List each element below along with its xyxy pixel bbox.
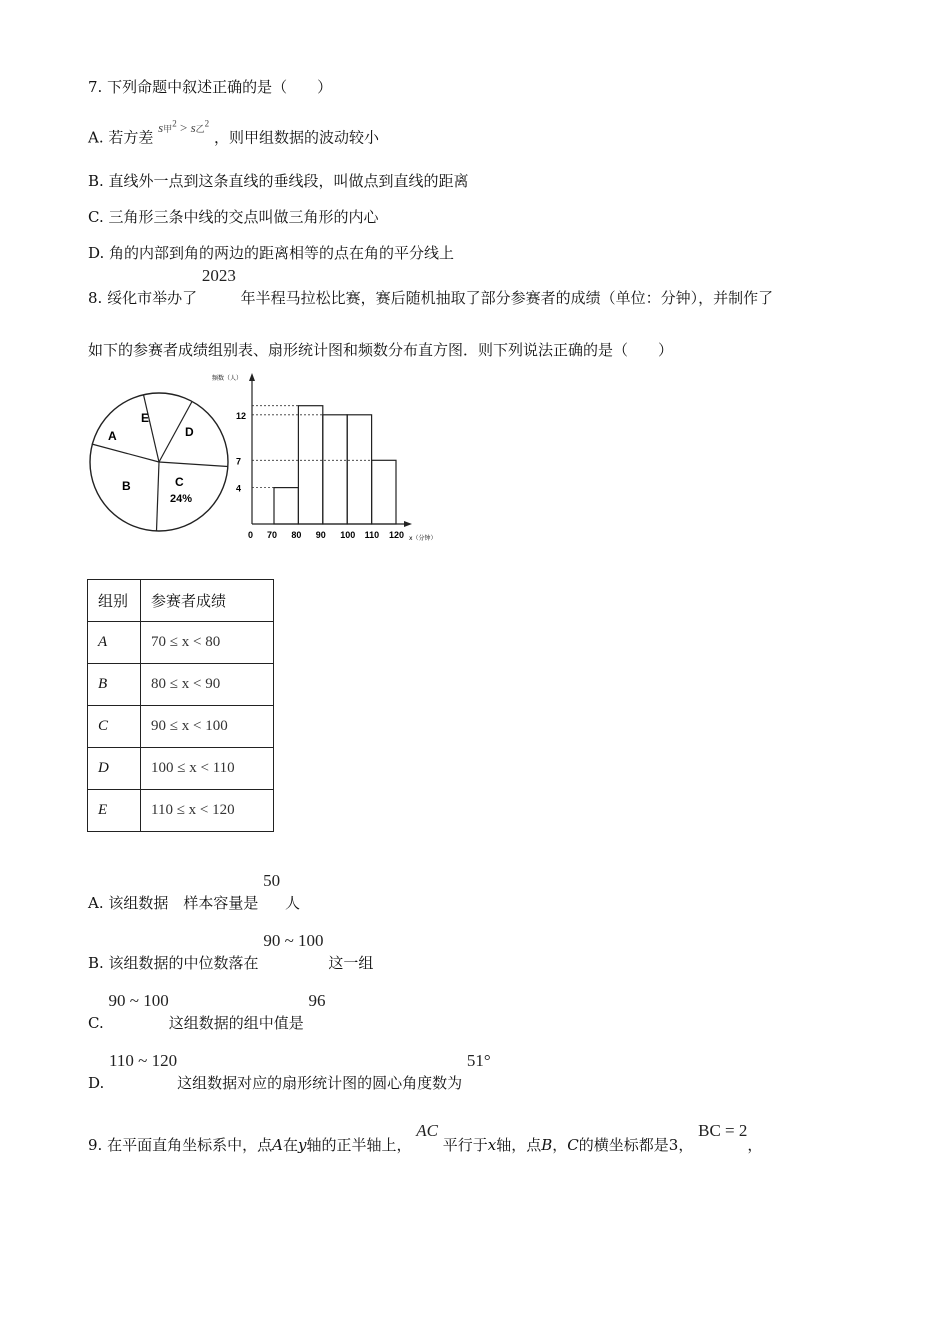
- table-cell-range: 110 ≤ x < 120: [141, 790, 274, 832]
- q7-a-formula: s甲$^2$ > s乙$^2$: [158, 119, 210, 136]
- q8-c-pre: C.: [88, 1014, 104, 1032]
- q7-a-label: A. 若方差: [88, 128, 154, 147]
- x-tick-label: 0: [248, 530, 254, 540]
- q9-text: ，: [552, 1136, 568, 1154]
- pie-divider: [144, 395, 160, 462]
- x-tick-label: 90: [315, 530, 326, 540]
- q8-stem-line1: [88, 266, 774, 308]
- histogram: [212, 373, 437, 542]
- pie-label-c: C: [175, 475, 184, 489]
- table-cell-group: C: [88, 706, 141, 748]
- q8-stem-pre: 8. 绥化市举办了: [88, 289, 198, 307]
- histogram-bar: [347, 415, 371, 524]
- q8-option-c: [88, 991, 326, 1033]
- q8-a-pre: A. 该组数据 样本容量是: [88, 894, 259, 912]
- x-axis-arrow: [404, 521, 412, 527]
- q8-option-d: [88, 1051, 491, 1093]
- q9-text: 轴的正半轴上，: [306, 1136, 412, 1154]
- q8-b-post: 这一组: [328, 954, 374, 972]
- q8-d-math: 110 ~ 120: [109, 1051, 178, 1070]
- q9-y: y: [297, 1136, 307, 1154]
- table-header-group: 组别: [88, 580, 141, 622]
- q8-a-num: 50: [263, 871, 281, 890]
- x-tick-label: 70: [267, 530, 278, 540]
- pie-label-b: B: [122, 479, 131, 493]
- histogram-bar: [298, 406, 322, 524]
- q7-a-rest: ，则甲组数据的波动较小: [213, 128, 379, 147]
- table-cell-group: B: [88, 664, 141, 706]
- table-cell-group: A: [88, 622, 141, 664]
- q9-stem: [88, 1121, 763, 1155]
- q9-text: 轴，点: [496, 1136, 542, 1154]
- table-cell-range: 90 ≤ x < 100: [141, 706, 274, 748]
- grade-group-table: [87, 579, 274, 832]
- table-cell-range: 70 ≤ x < 80: [141, 622, 274, 664]
- table-row: [88, 622, 274, 664]
- q8-option-a: [88, 871, 300, 913]
- q9-text: 9. 在平面直角坐标系中，点: [88, 1136, 273, 1154]
- table-cell-group: E: [88, 790, 141, 832]
- q8-b-pre: B. 该组数据的中位数落在: [88, 954, 259, 972]
- y-tick-label: 12: [236, 410, 247, 421]
- q9-text: 平行于: [442, 1136, 488, 1154]
- q8-stem-line2: 如下的参赛者成绩组别表、扇形统计图和频数分布直方图．则下列说法正确的是（ ）: [88, 341, 674, 359]
- q7-stem: 7. 下列命题中叙述正确的是（ ）: [88, 78, 333, 96]
- pie-label-e: E: [141, 411, 150, 425]
- table-header-score: 参赛者成绩: [141, 580, 274, 622]
- q8-d-mid: 这组数据对应的扇形统计图的圆心角度数为: [177, 1074, 463, 1092]
- q9-x: x: [487, 1136, 497, 1154]
- pie-divider: [159, 462, 228, 467]
- x-tick-label: 100: [340, 530, 356, 540]
- q8-d-num: 51°: [466, 1051, 491, 1070]
- q8-c-math: 90 ~ 100: [108, 991, 169, 1010]
- q8-d-pre: D.: [88, 1074, 105, 1092]
- x-tick-label: 80: [291, 530, 302, 540]
- histogram-bar: [323, 415, 347, 524]
- q8-b-math: 90 ~ 100: [263, 931, 324, 950]
- q9-bc: BC = 2: [698, 1121, 748, 1140]
- q7-option-a: [88, 119, 379, 149]
- pie-divider: [92, 444, 159, 462]
- q9-text: 在: [282, 1136, 298, 1154]
- q7-option-c: C. 三角形三条中线的交点叫做三角形的内心: [88, 208, 379, 226]
- pie-divider: [157, 462, 160, 531]
- q8-stem-post: 年半程马拉松比赛，赛后随机抽取了部分参赛者的成绩（单位：分钟），并制作了: [240, 289, 774, 307]
- y-tick-label: 7: [236, 456, 242, 467]
- q9-ac: AC: [416, 1121, 438, 1140]
- q9-point-b: B: [541, 1136, 553, 1154]
- histogram-bar: [372, 460, 396, 524]
- q9-text: 的横坐标都是3，: [578, 1136, 694, 1154]
- table-header-row: [88, 580, 274, 622]
- pie-chart: [90, 393, 228, 531]
- table-row: [88, 748, 274, 790]
- x-axis-label: x（分钟）: [409, 535, 437, 542]
- table-cell-group: D: [88, 748, 141, 790]
- histogram-bar: [274, 488, 298, 524]
- x-tick-label: 110: [364, 530, 380, 540]
- q8-option-b: [88, 931, 374, 973]
- table-row: [88, 790, 274, 832]
- q7-option-b: B. 直线外一点到这条直线的垂线段，叫做点到直线的距离: [88, 172, 469, 190]
- q9-text: ，: [747, 1136, 763, 1154]
- x-tick-label: 120: [389, 530, 405, 540]
- table-cell-range: 100 ≤ x < 110: [141, 748, 274, 790]
- q9-point-a: A: [272, 1136, 283, 1154]
- table-row: [88, 706, 274, 748]
- table-cell-range: 80 ≤ x < 90: [141, 664, 274, 706]
- y-tick-label: 4: [236, 483, 242, 494]
- q7-option-d: D. 角的内部到角的两边的距离相等的点在角的平分线上: [88, 244, 455, 262]
- q8-year: 2023: [201, 266, 236, 285]
- q9-point-c: C: [567, 1136, 579, 1154]
- table-row: [88, 664, 274, 706]
- pie-label-a: A: [108, 429, 117, 443]
- pie-percent-c: 24%: [170, 493, 193, 505]
- y-axis-label: 频数（人）: [212, 375, 243, 382]
- q8-c-mid: 这组数据的组中值是: [168, 1014, 304, 1032]
- q8-c-num: 96: [308, 991, 326, 1010]
- q8-a-post: 人: [284, 894, 300, 912]
- y-axis-arrow: [249, 373, 255, 381]
- q8-figure: [86, 368, 446, 548]
- pie-label-d: D: [185, 425, 194, 439]
